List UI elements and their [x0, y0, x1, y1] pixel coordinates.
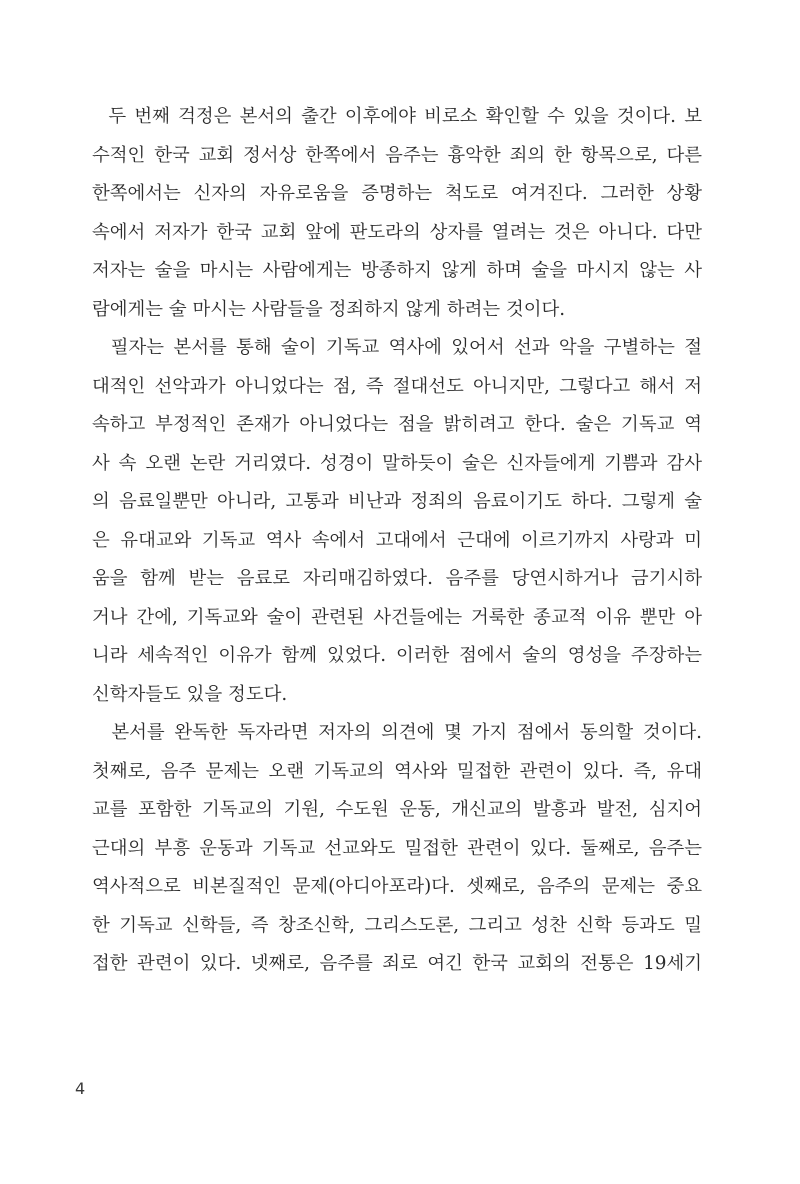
paragraph-1	[92, 98, 702, 329]
text-line: 본서를 완독한 독자라면 저자의 의견에 몇 가지 점에서 동의할 것이다.	[92, 722, 702, 743]
text-line: 역사적으로 비본질적인 문제(아디아포라)다. 셋째로, 음주의 문제는 중요	[92, 876, 702, 897]
text-line: 신학자들도 있을 정도다.	[92, 683, 288, 705]
text-line: 움을 함께 받는 음료로 자리매김하였다. 음주를 당연시하거나 금기시하	[92, 568, 702, 589]
text-line: 거나 간에, 기독교와 술이 관련된 사건들에는 거룩한 종교적 이유 뿐만 아	[92, 606, 702, 628]
text-line: 사 속 오랜 논란 거리였다. 성경이 말하듯이 술은 신자들에게 기쁨과 감사	[92, 452, 702, 474]
text-line: 의 음료일뿐만 아니라, 고통과 비난과 정죄의 음료이기도 하다. 그렇게 술	[92, 491, 702, 512]
text-line: 속하고 부정적인 존재가 아니었다는 점을 밝히려고 한다. 술은 기독교 역	[92, 414, 702, 435]
text-line: 은 유대교와 기독교 역사 속에서 고대에서 근대에 이르기까지 사랑과 미	[92, 529, 702, 551]
text-line: 두 번째 걱정은 본서의 출간 이후에야 비로소 확인할 수 있을 것이다. 보	[92, 106, 702, 127]
text-line: 근대의 부흥 운동과 기독교 선교와도 밀접한 관련이 있다. 둘째로, 음주는	[92, 837, 702, 859]
text-line: 대적인 선악과가 아니었다는 점, 즉 절대선도 아니지만, 그렇다고 해서 저	[92, 375, 702, 397]
text-line: 수적인 한국 교회 정서상 한쪽에서 음주는 흉악한 죄의 한 항목으로, 다른	[92, 144, 702, 166]
paragraph-3	[92, 714, 702, 984]
text-line: 한쪽에서는 신자의 자유로움을 증명하는 척도로 여겨진다. 그러한 상황	[92, 183, 702, 204]
paragraph-2	[92, 329, 702, 714]
text-line: 첫째로, 음주 문제는 오랜 기독교의 역사와 밀접한 관련이 있다. 즉, 유대	[92, 760, 702, 782]
page-number: 4	[75, 1079, 86, 1098]
text-line: 람에게는 술 마시는 사람들을 정죄하지 않게 하려는 것이다.	[92, 298, 566, 320]
text-line: 한 기독교 신학들, 즉 창조신학, 그리스도론, 그리고 성찬 신학 등과도 밀	[92, 914, 702, 936]
page-body-text	[92, 98, 702, 984]
text-line: 교를 포함한 기독교의 기원, 수도원 운동, 개신교의 발흥과 발전, 심지어	[92, 799, 702, 820]
text-line: 접한 관련이 있다. 넷째로, 음주를 죄로 여긴 한국 교회의 전통은 19세기	[92, 953, 702, 974]
text-line: 속에서 저자가 한국 교회 앞에 판도라의 상자를 열려는 것은 아니다. 다만	[92, 221, 702, 243]
text-line: 필자는 본서를 통해 술이 기독교 역사에 있어서 선과 악을 구별하는 절	[92, 337, 702, 358]
text-line: 니라 세속적인 이유가 함께 있었다. 이러한 점에서 술의 영성을 주장하는	[92, 645, 702, 666]
text-line: 저자는 술을 마시는 사람에게는 방종하지 않게 하며 술을 마시지 않는 사	[92, 260, 702, 281]
